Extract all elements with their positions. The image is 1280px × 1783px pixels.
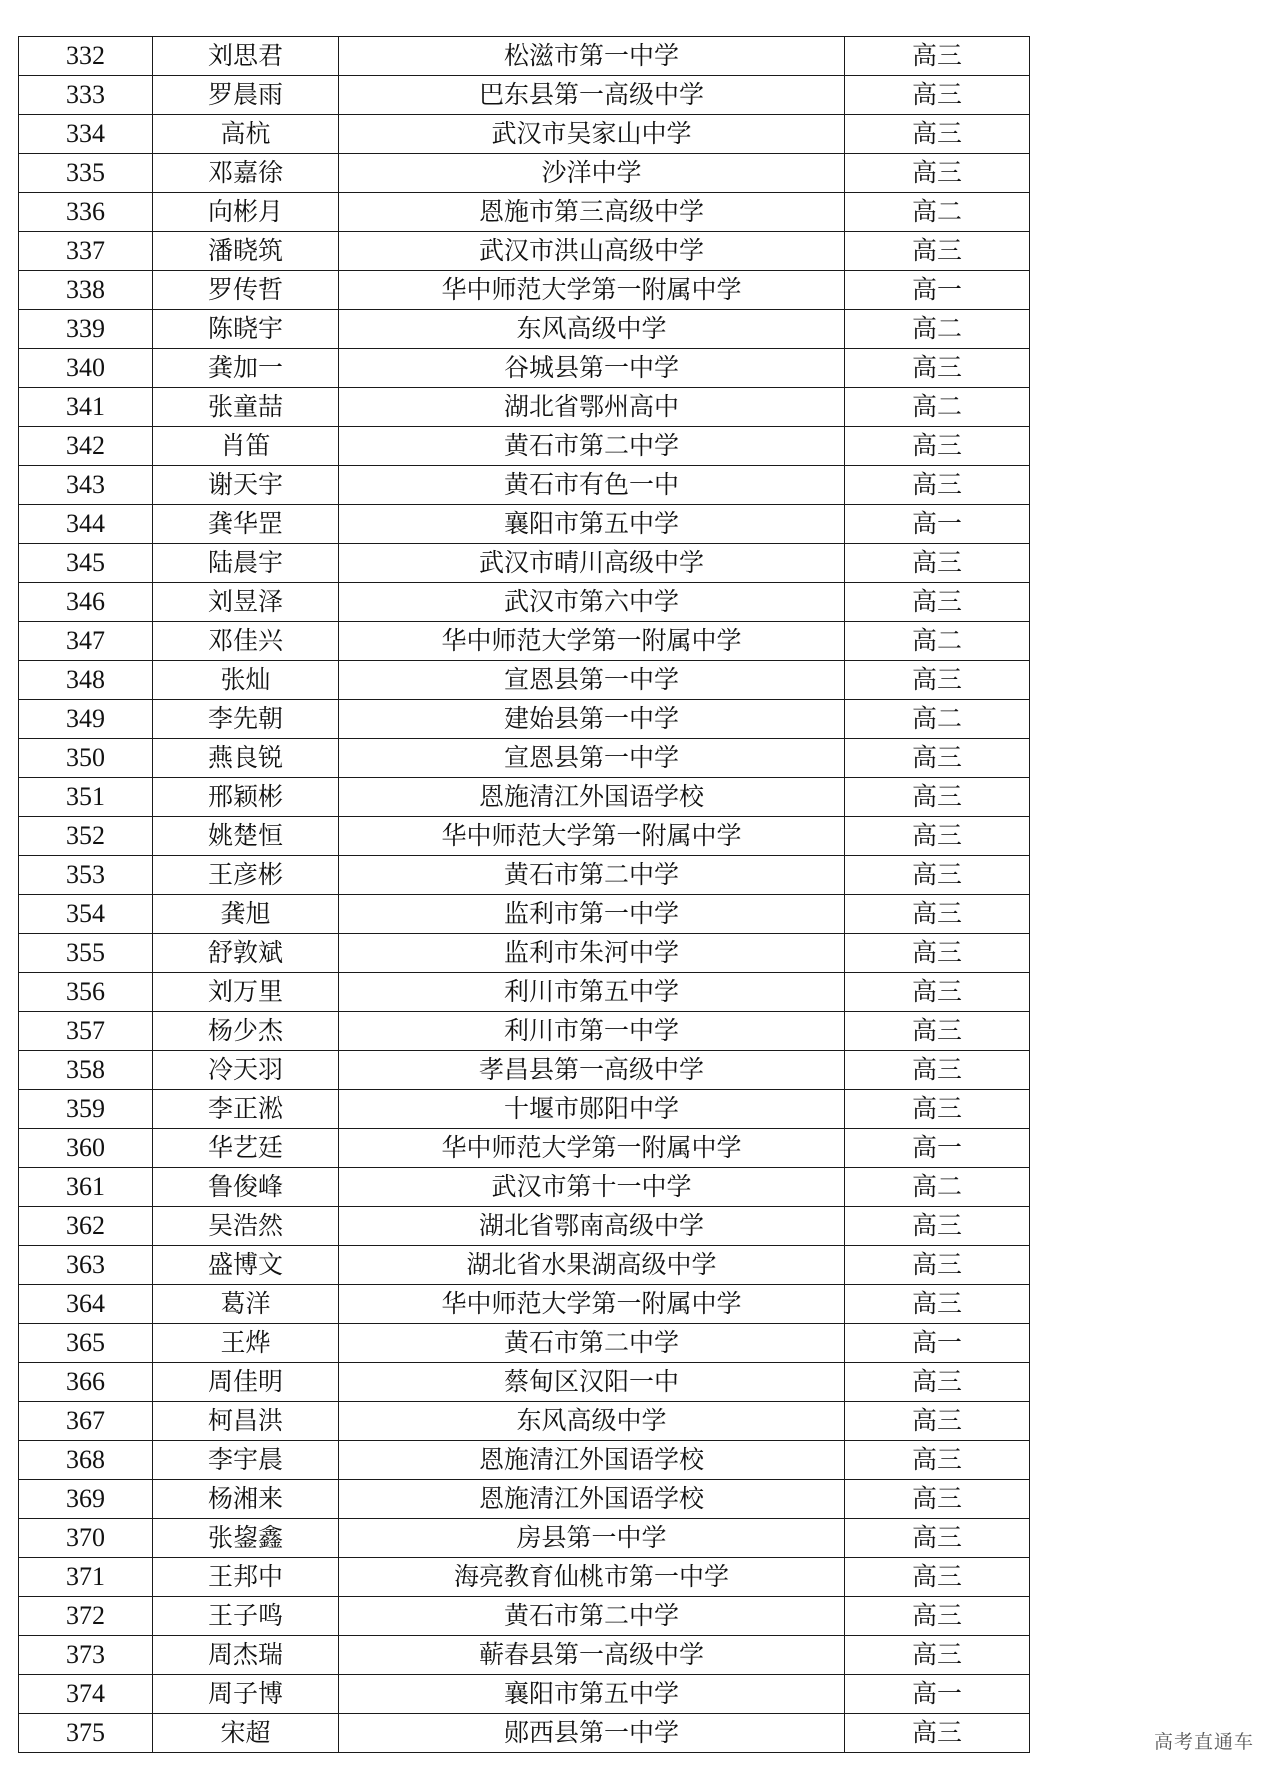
grade-level: 高三 — [845, 1246, 1030, 1285]
school-name: 谷城县第一中学 — [339, 349, 845, 388]
school-name: 利川市第一中学 — [339, 1012, 845, 1051]
row-number: 334 — [19, 115, 153, 154]
table-row — [19, 1675, 1030, 1714]
grade-level: 高三 — [845, 934, 1030, 973]
row-number: 344 — [19, 505, 153, 544]
row-number: 373 — [19, 1636, 153, 1675]
grade-level: 高三 — [845, 466, 1030, 505]
grade-level: 高三 — [845, 1363, 1030, 1402]
grade-level: 高三 — [845, 739, 1030, 778]
row-number: 356 — [19, 973, 153, 1012]
school-name: 襄阳市第五中学 — [339, 1675, 845, 1714]
row-number: 368 — [19, 1441, 153, 1480]
student-name: 吴浩然 — [153, 1207, 339, 1246]
grade-level: 高三 — [845, 583, 1030, 622]
student-name: 陆晨宇 — [153, 544, 339, 583]
student-name: 李先朝 — [153, 700, 339, 739]
row-number: 348 — [19, 661, 153, 700]
row-number: 333 — [19, 76, 153, 115]
grade-level: 高一 — [845, 1129, 1030, 1168]
grade-level: 高三 — [845, 1597, 1030, 1636]
row-number: 346 — [19, 583, 153, 622]
grade-level: 高三 — [845, 1285, 1030, 1324]
grade-level: 高三 — [845, 973, 1030, 1012]
school-name: 襄阳市第五中学 — [339, 505, 845, 544]
table-row — [19, 934, 1030, 973]
table-row — [19, 466, 1030, 505]
student-name: 姚楚恒 — [153, 817, 339, 856]
table-row — [19, 1558, 1030, 1597]
row-number: 345 — [19, 544, 153, 583]
school-name: 松滋市第一中学 — [339, 37, 845, 76]
grade-level: 高三 — [845, 1714, 1030, 1753]
grade-level: 高三 — [845, 154, 1030, 193]
grade-level: 高三 — [845, 817, 1030, 856]
row-number: 340 — [19, 349, 153, 388]
table-row — [19, 1012, 1030, 1051]
school-name: 蕲春县第一高级中学 — [339, 1636, 845, 1675]
student-name: 王烨 — [153, 1324, 339, 1363]
table-row — [19, 739, 1030, 778]
row-number: 350 — [19, 739, 153, 778]
table-row — [19, 232, 1030, 271]
roster-body — [19, 37, 1030, 1753]
grade-level: 高三 — [845, 544, 1030, 583]
student-name: 邓佳兴 — [153, 622, 339, 661]
grade-level: 高三 — [845, 1207, 1030, 1246]
student-name: 邓嘉徐 — [153, 154, 339, 193]
school-name: 黄石市有色一中 — [339, 466, 845, 505]
school-name: 郧西县第一中学 — [339, 1714, 845, 1753]
table-row — [19, 1051, 1030, 1090]
student-name: 向彬月 — [153, 193, 339, 232]
grade-level: 高二 — [845, 193, 1030, 232]
row-number: 353 — [19, 856, 153, 895]
school-name: 房县第一中学 — [339, 1519, 845, 1558]
row-number: 374 — [19, 1675, 153, 1714]
school-name: 湖北省水果湖高级中学 — [339, 1246, 845, 1285]
row-number: 365 — [19, 1324, 153, 1363]
school-name: 孝昌县第一高级中学 — [339, 1051, 845, 1090]
table-row — [19, 1441, 1030, 1480]
row-number: 347 — [19, 622, 153, 661]
row-number: 363 — [19, 1246, 153, 1285]
school-name: 海亮教育仙桃市第一中学 — [339, 1558, 845, 1597]
row-number: 341 — [19, 388, 153, 427]
table-row — [19, 1285, 1030, 1324]
grade-level: 高三 — [845, 661, 1030, 700]
student-name: 高杭 — [153, 115, 339, 154]
table-row — [19, 1519, 1030, 1558]
row-number: 355 — [19, 934, 153, 973]
school-name: 黄石市第二中学 — [339, 856, 845, 895]
grade-level: 高一 — [845, 271, 1030, 310]
table-row — [19, 37, 1030, 76]
table-row — [19, 1246, 1030, 1285]
school-name: 武汉市第六中学 — [339, 583, 845, 622]
student-name: 龚旭 — [153, 895, 339, 934]
table-row — [19, 661, 1030, 700]
grade-level: 高三 — [845, 115, 1030, 154]
row-number: 369 — [19, 1480, 153, 1519]
grade-level: 高三 — [845, 1558, 1030, 1597]
table-row — [19, 193, 1030, 232]
student-name: 罗传哲 — [153, 271, 339, 310]
grade-level: 高三 — [845, 1051, 1030, 1090]
table-row — [19, 622, 1030, 661]
school-name: 宣恩县第一中学 — [339, 739, 845, 778]
school-name: 湖北省鄂南高级中学 — [339, 1207, 845, 1246]
row-number: 359 — [19, 1090, 153, 1129]
student-name: 刘思君 — [153, 37, 339, 76]
school-name: 武汉市第十一中学 — [339, 1168, 845, 1207]
grade-level: 高三 — [845, 349, 1030, 388]
grade-level: 高三 — [845, 76, 1030, 115]
school-name: 华中师范大学第一附属中学 — [339, 622, 845, 661]
grade-level: 高一 — [845, 505, 1030, 544]
table-row — [19, 973, 1030, 1012]
student-name: 王子鸣 — [153, 1597, 339, 1636]
grade-level: 高三 — [845, 1441, 1030, 1480]
student-name: 华艺廷 — [153, 1129, 339, 1168]
table-row — [19, 856, 1030, 895]
row-number: 332 — [19, 37, 153, 76]
row-number: 352 — [19, 817, 153, 856]
school-name: 东风高级中学 — [339, 1402, 845, 1441]
row-number: 372 — [19, 1597, 153, 1636]
student-name: 龚加一 — [153, 349, 339, 388]
student-name: 刘万里 — [153, 973, 339, 1012]
school-name: 蔡甸区汉阳一中 — [339, 1363, 845, 1402]
school-name: 沙洋中学 — [339, 154, 845, 193]
school-name: 十堰市郧阳中学 — [339, 1090, 845, 1129]
row-number: 351 — [19, 778, 153, 817]
table-row — [19, 76, 1030, 115]
table-row — [19, 1714, 1030, 1753]
row-number: 357 — [19, 1012, 153, 1051]
student-name: 潘晓筑 — [153, 232, 339, 271]
grade-level: 高三 — [845, 1012, 1030, 1051]
student-name: 鲁俊峰 — [153, 1168, 339, 1207]
grade-level: 高三 — [845, 1480, 1030, 1519]
student-name: 宋超 — [153, 1714, 339, 1753]
grade-level: 高三 — [845, 1636, 1030, 1675]
student-name: 舒敦斌 — [153, 934, 339, 973]
school-name: 宣恩县第一中学 — [339, 661, 845, 700]
grade-level: 高二 — [845, 622, 1030, 661]
school-name: 东风高级中学 — [339, 310, 845, 349]
table-row — [19, 583, 1030, 622]
student-name: 龚华罡 — [153, 505, 339, 544]
row-number: 354 — [19, 895, 153, 934]
row-number: 358 — [19, 1051, 153, 1090]
table-row — [19, 1090, 1030, 1129]
school-name: 华中师范大学第一附属中学 — [339, 817, 845, 856]
student-name: 燕良锐 — [153, 739, 339, 778]
grade-level: 高三 — [845, 232, 1030, 271]
student-name: 周佳明 — [153, 1363, 339, 1402]
school-name: 建始县第一中学 — [339, 700, 845, 739]
school-name: 恩施清江外国语学校 — [339, 1480, 845, 1519]
grade-level: 高二 — [845, 388, 1030, 427]
table-row — [19, 1402, 1030, 1441]
student-name: 杨少杰 — [153, 1012, 339, 1051]
table-row — [19, 115, 1030, 154]
school-name: 湖北省鄂州高中 — [339, 388, 845, 427]
table-row — [19, 1324, 1030, 1363]
grade-level: 高二 — [845, 310, 1030, 349]
student-name: 冷天羽 — [153, 1051, 339, 1090]
table-row — [19, 154, 1030, 193]
table-row — [19, 1636, 1030, 1675]
row-number: 375 — [19, 1714, 153, 1753]
student-name: 罗晨雨 — [153, 76, 339, 115]
grade-level: 高一 — [845, 1675, 1030, 1714]
school-name: 武汉市晴川高级中学 — [339, 544, 845, 583]
row-number: 338 — [19, 271, 153, 310]
student-name: 刘昱泽 — [153, 583, 339, 622]
school-name: 黄石市第二中学 — [339, 427, 845, 466]
table-row — [19, 1363, 1030, 1402]
row-number: 370 — [19, 1519, 153, 1558]
row-number: 339 — [19, 310, 153, 349]
row-number: 343 — [19, 466, 153, 505]
student-name: 葛洋 — [153, 1285, 339, 1324]
student-name: 肖笛 — [153, 427, 339, 466]
table-row — [19, 427, 1030, 466]
grade-level: 高二 — [845, 1168, 1030, 1207]
row-number: 371 — [19, 1558, 153, 1597]
table-row — [19, 817, 1030, 856]
student-name: 周子博 — [153, 1675, 339, 1714]
grade-level: 高三 — [845, 1402, 1030, 1441]
row-number: 349 — [19, 700, 153, 739]
school-name: 武汉市吴家山中学 — [339, 115, 845, 154]
row-number: 366 — [19, 1363, 153, 1402]
school-name: 监利市朱河中学 — [339, 934, 845, 973]
student-name: 周杰瑞 — [153, 1636, 339, 1675]
student-name: 李正淞 — [153, 1090, 339, 1129]
row-number: 336 — [19, 193, 153, 232]
school-name: 黄石市第二中学 — [339, 1597, 845, 1636]
grade-level: 高三 — [845, 856, 1030, 895]
school-name: 华中师范大学第一附属中学 — [339, 271, 845, 310]
grade-level: 高三 — [845, 895, 1030, 934]
grade-level: 高一 — [845, 1324, 1030, 1363]
grade-level: 高二 — [845, 700, 1030, 739]
grade-level: 高三 — [845, 427, 1030, 466]
student-name: 邢颖彬 — [153, 778, 339, 817]
table-row — [19, 505, 1030, 544]
student-name: 柯昌洪 — [153, 1402, 339, 1441]
row-number: 361 — [19, 1168, 153, 1207]
row-number: 360 — [19, 1129, 153, 1168]
table-row — [19, 271, 1030, 310]
student-name: 李宇晨 — [153, 1441, 339, 1480]
student-name: 盛博文 — [153, 1246, 339, 1285]
school-name: 华中师范大学第一附属中学 — [339, 1129, 845, 1168]
school-name: 恩施市第三高级中学 — [339, 193, 845, 232]
table-row — [19, 1129, 1030, 1168]
school-name: 武汉市洪山高级中学 — [339, 232, 845, 271]
grade-level: 高三 — [845, 1519, 1030, 1558]
table-row — [19, 1480, 1030, 1519]
table-row — [19, 895, 1030, 934]
roster-table — [18, 36, 1030, 1753]
watermark-text: 高考直通车 — [1153, 1731, 1254, 1753]
student-name: 张鋆鑫 — [153, 1519, 339, 1558]
row-number: 367 — [19, 1402, 153, 1441]
row-number: 335 — [19, 154, 153, 193]
table-row — [19, 1168, 1030, 1207]
school-name: 华中师范大学第一附属中学 — [339, 1285, 845, 1324]
row-number: 337 — [19, 232, 153, 271]
row-number: 362 — [19, 1207, 153, 1246]
grade-level: 高三 — [845, 778, 1030, 817]
table-row — [19, 349, 1030, 388]
table-row — [19, 310, 1030, 349]
school-name: 黄石市第二中学 — [339, 1324, 845, 1363]
student-name: 王邦中 — [153, 1558, 339, 1597]
table-row — [19, 1597, 1030, 1636]
table-row — [19, 700, 1030, 739]
student-name: 杨湘来 — [153, 1480, 339, 1519]
table-row — [19, 778, 1030, 817]
table-row — [19, 544, 1030, 583]
row-number: 342 — [19, 427, 153, 466]
table-row — [19, 388, 1030, 427]
table-row — [19, 1207, 1030, 1246]
school-name: 恩施清江外国语学校 — [339, 1441, 845, 1480]
row-number: 364 — [19, 1285, 153, 1324]
student-name: 谢天宇 — [153, 466, 339, 505]
school-name: 巴东县第一高级中学 — [339, 76, 845, 115]
student-name: 陈晓宇 — [153, 310, 339, 349]
student-name: 王彦彬 — [153, 856, 339, 895]
grade-level: 高三 — [845, 37, 1030, 76]
grade-level: 高三 — [845, 1090, 1030, 1129]
school-name: 监利市第一中学 — [339, 895, 845, 934]
student-name: 张童喆 — [153, 388, 339, 427]
school-name: 恩施清江外国语学校 — [339, 778, 845, 817]
student-name: 张灿 — [153, 661, 339, 700]
school-name: 利川市第五中学 — [339, 973, 845, 1012]
